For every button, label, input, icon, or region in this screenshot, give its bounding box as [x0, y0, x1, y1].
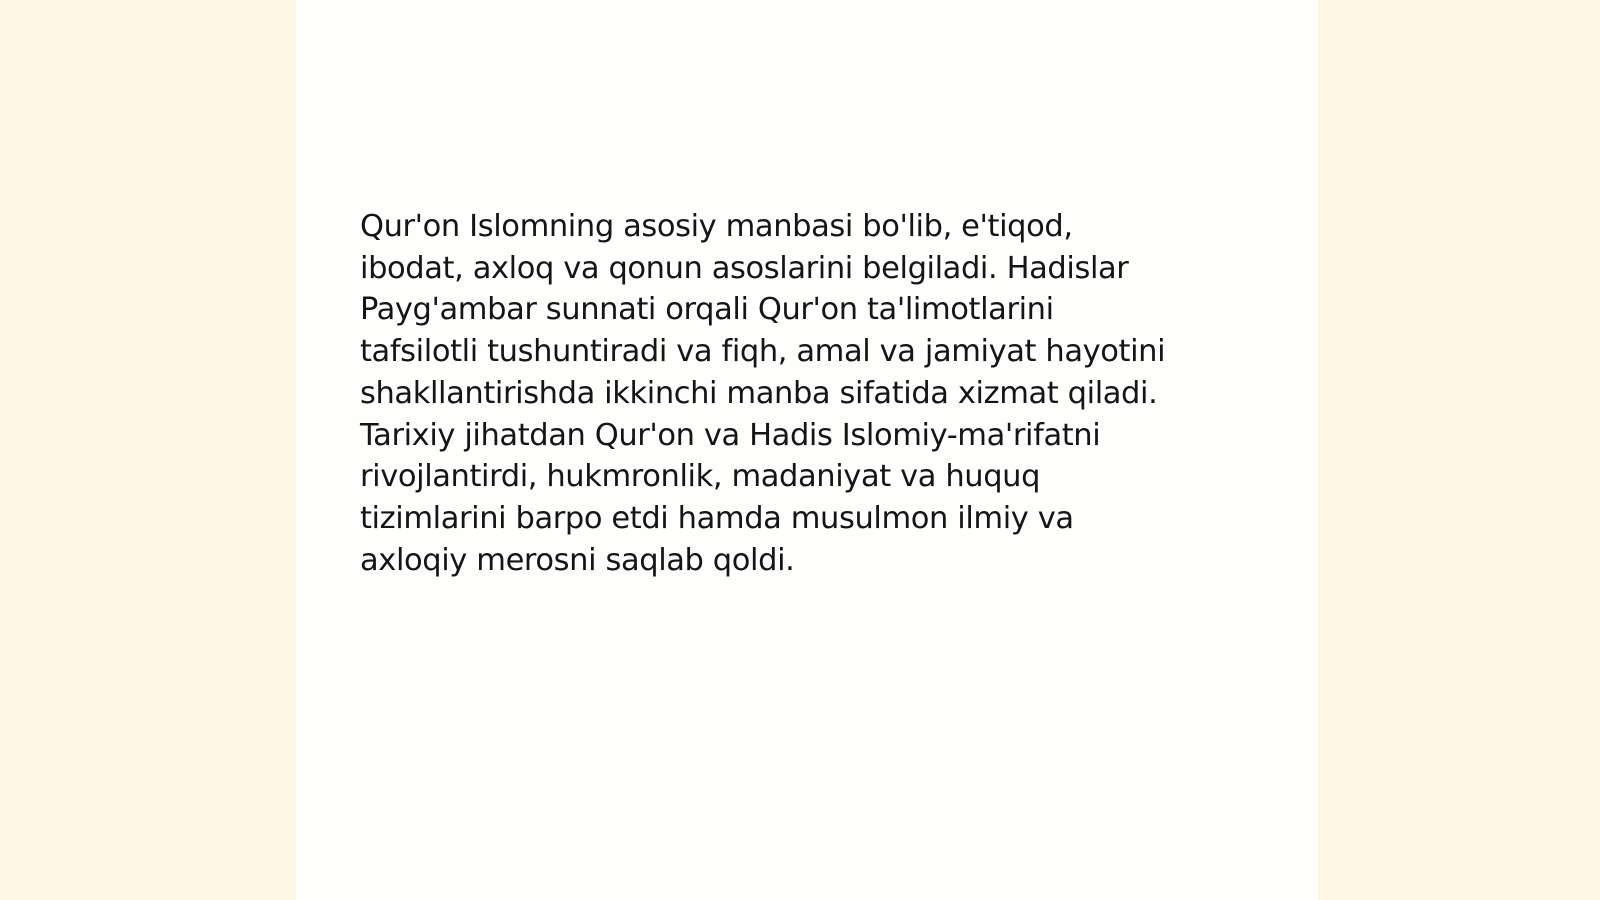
document-page — [296, 0, 1318, 900]
paragraph-line: rivojlantirdi, hukmronlik, madaniyat va huquq — [360, 459, 1041, 495]
paragraph-line: Qur'on Islomning asosiy manbasi bo'lib, e'tiqod, — [360, 209, 1073, 244]
paragraph-line: axloqiy merosni saqlab qoldi. — [360, 542, 795, 578]
paragraph-line: tizimlarini barpo etdi hamda musulmon ilmiy va — [360, 500, 1074, 536]
body-paragraph — [360, 206, 1260, 581]
paragraph-line: Tarixiy jihatdan Qur'on va Hadis Islomiy-ma'rifatni — [360, 417, 1101, 453]
paragraph-line: tafsilotli tushuntiradi va fiqh, amal va jamiyat hayotini — [360, 334, 1166, 370]
paragraph-line: ibodat, axloq va qonun asoslarini belgiladi. Hadislar — [360, 250, 1129, 286]
paragraph-line: shakllantirishda ikkinchi manba sifatida xizmat qiladi. — [360, 375, 1158, 411]
paragraph-line: Payg'ambar sunnati orqali Qur'on ta'limotlarini — [360, 292, 1054, 328]
